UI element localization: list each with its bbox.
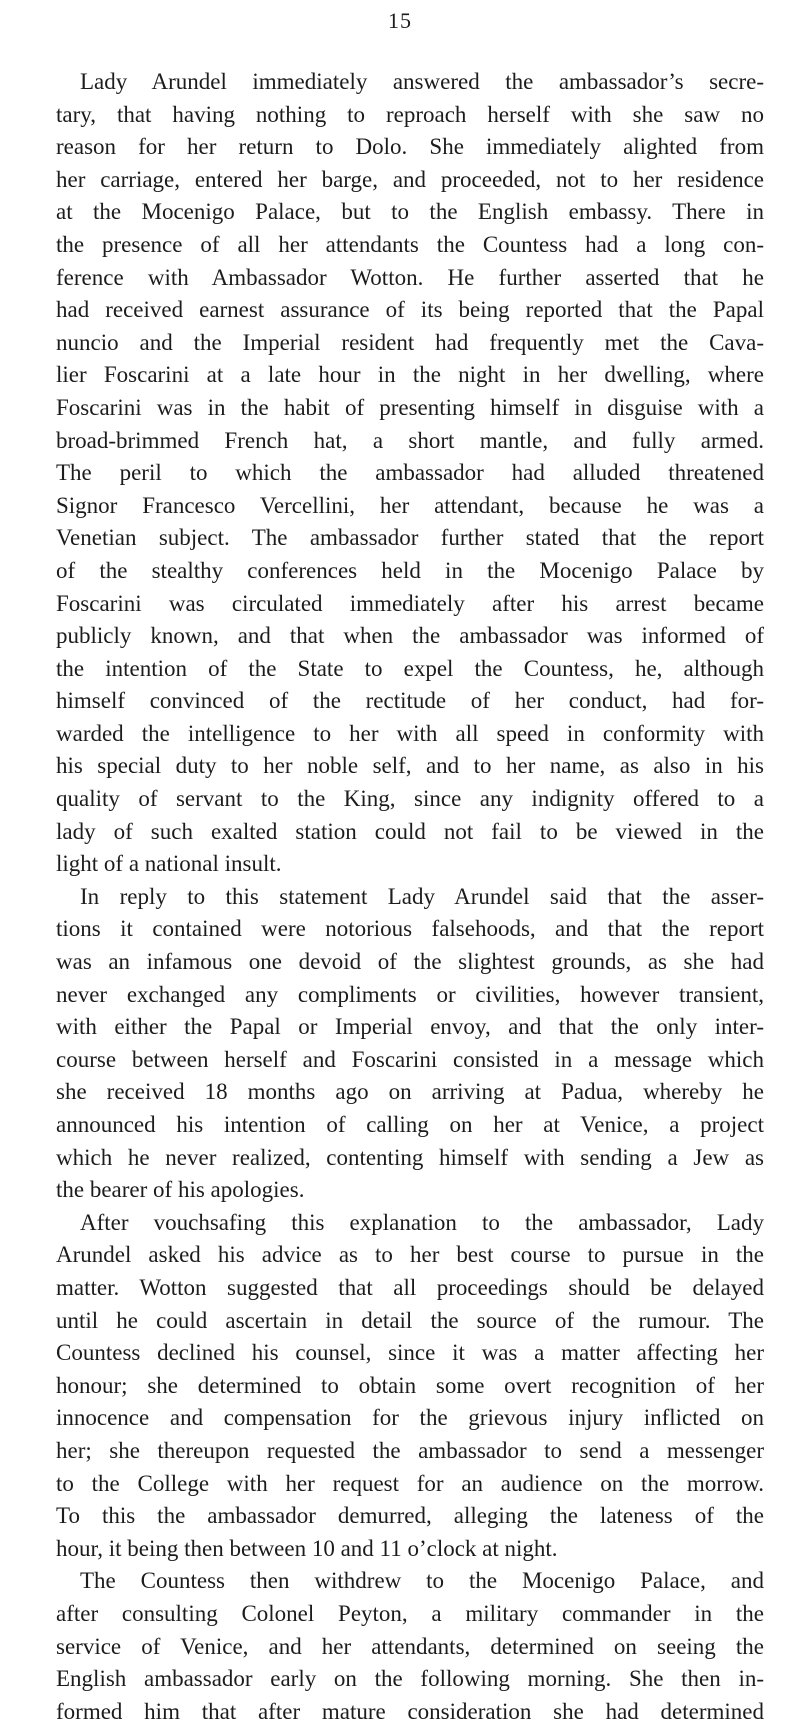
- text-line: formed him that after mature consideration she had determined: [56, 1698, 764, 1724]
- text-line: quality of servant to the King, since any indignity offered to a: [56, 786, 764, 812]
- text-line: publicly known, and that when the ambassador was informed of: [56, 623, 764, 649]
- text-line: Arundel asked his advice as to her best course to pursue in the: [56, 1242, 764, 1268]
- text-line: hour, it being then between 10 and 11 o’clock at night.: [56, 1535, 558, 1561]
- text-line: was an infamous one devoid of the slightest grounds, as she had: [56, 949, 764, 975]
- text-line: lier Foscarini at a late hour in the night in her dwelling, where: [56, 362, 764, 388]
- text-line: course between herself and Foscarini consisted in a message which: [56, 1046, 764, 1072]
- text-line: tions it contained were notorious falsehoods, and that the report: [56, 916, 764, 942]
- text-line: Lady Arundel immediately answered the ambassador’s secre-: [80, 69, 764, 94]
- text-line: at the Mocenigo Palace, but to the English embassy. There in: [56, 199, 764, 225]
- text-line: never exchanged any compliments or civilities, however transient,: [56, 981, 764, 1007]
- text-line: service of Venice, and her attendants, determined on seeing the: [56, 1633, 764, 1659]
- text-line: until he could ascertain in detail the source of the rumour. The: [56, 1307, 764, 1333]
- text-line: her carriage, entered her barge, and proceeded, not to her residence: [56, 166, 764, 192]
- text-line: light of a national insult.: [56, 851, 282, 877]
- text-line: In reply to this statement Lady Arundel said that the asser-: [80, 883, 764, 909]
- text-line: she received 18 months ago on arriving at Padua, whereby he: [56, 1079, 764, 1105]
- text-line: the presence of all her attendants the Countess had a long con-: [56, 231, 764, 257]
- text-line: Signor Francesco Vercellini, her attendant, because he was a: [56, 492, 764, 518]
- body-text: [56, 66, 764, 1728]
- text-line: the bearer of his apologies.: [56, 1177, 305, 1203]
- text-line: Foscarini was in the habit of presenting himself in disguise with a: [56, 394, 764, 420]
- text-line: warded the intelligence to her with all speed in conformity with: [56, 720, 764, 746]
- text-line: ference with Ambassador Wotton. He further asserted that he: [56, 264, 764, 290]
- text-line: himself convinced of the rectitude of her conduct, had for-: [56, 688, 764, 714]
- text-line: announced his intention of calling on her at Venice, a project: [56, 1112, 764, 1137]
- text-line: lady of such exalted station could not fail to be viewed in the: [56, 818, 764, 844]
- text-line: innocence and compensation for the grievous injury inflicted on: [56, 1405, 764, 1431]
- text-line: with either the Papal or Imperial envoy, and that the only inter-: [56, 1014, 764, 1040]
- text-line: broad-brimmed French hat, a short mantle, and fully armed.: [56, 427, 764, 453]
- text-line: nuncio and the Imperial resident had frequently met the Cava-: [56, 329, 764, 355]
- text-line: reason for her return to Dolo. She immediately alighted from: [56, 134, 764, 160]
- text-line: of the stealthy conferences held in the Mocenigo Palace by: [56, 557, 764, 583]
- text-line: tary, that having nothing to reproach herself with she saw no: [56, 101, 764, 127]
- text-line: Countess declined his counsel, since it was a matter affecting her: [56, 1340, 764, 1366]
- text-line: English ambassador early on the following morning. She then in-: [56, 1666, 764, 1692]
- text-line: honour; she determined to obtain some overt recognition of her: [56, 1372, 764, 1398]
- text-line: which he never realized, contenting himself with sending a Jew as: [56, 1144, 764, 1170]
- text-line: her; she thereupon requested the ambassador to send a messenger: [56, 1437, 764, 1463]
- text-line: To this the ambassador demurred, alleging the lateness of the: [56, 1503, 764, 1529]
- text-line: Foscarini was circulated immediately after his arrest became: [56, 590, 764, 616]
- text-line: After vouchsafing this explanation to the ambassador, Lady: [80, 1209, 764, 1235]
- text-line: had received earnest assurance of its being reported that the Papal: [56, 297, 764, 323]
- text-line: Venetian subject. The ambassador further stated that the report: [56, 525, 764, 551]
- text-line: after consulting Colonel Peyton, a military commander in the: [56, 1600, 764, 1626]
- page-number: 15: [388, 8, 412, 33]
- text-line: the intention of the State to expel the Countess, he, although: [56, 655, 764, 681]
- text-line: to the College with her request for an audience on the morrow.: [56, 1470, 764, 1496]
- text-line: The Countess then withdrew to the Mocenigo Palace, and: [80, 1568, 764, 1594]
- text-line: The peril to which the ambassador had alluded threatened: [56, 460, 764, 486]
- text-line: his special duty to her noble self, and to her name, as also in his: [56, 753, 764, 779]
- text-line: matter. Wotton suggested that all proceedings should be delayed: [56, 1274, 764, 1300]
